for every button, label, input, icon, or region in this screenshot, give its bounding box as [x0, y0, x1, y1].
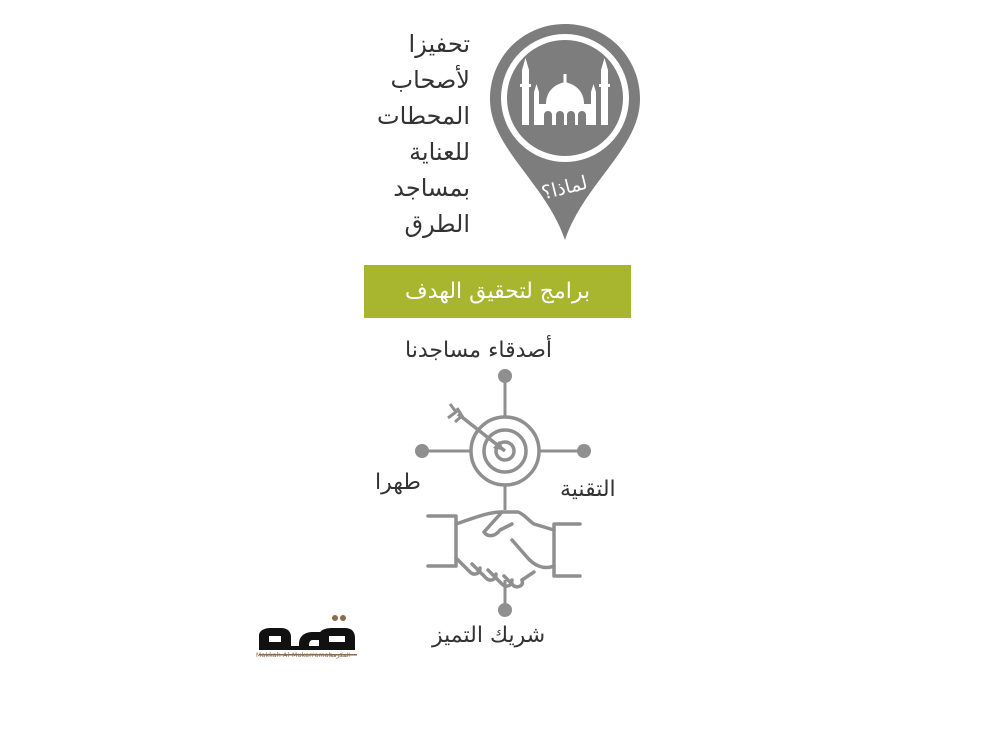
axis-dot-top	[498, 369, 512, 383]
axis-dot-bottom	[498, 603, 512, 617]
program-label-right: التقنية	[560, 477, 616, 502]
program-label-top: أصدقاء مساجدنا	[405, 338, 552, 363]
intro-line: لأصحاب	[390, 66, 470, 94]
banner-label: برامج لتحقيق الهدف	[404, 279, 591, 304]
intro-line: المحطات	[377, 102, 470, 130]
axis-dot-left	[415, 444, 429, 458]
intro-line: الطرق	[404, 210, 470, 238]
program-label-bottom: شريك التميز	[432, 623, 546, 648]
logo-mark	[259, 615, 355, 650]
handshake-icon	[428, 512, 580, 587]
programs-banner	[364, 265, 631, 318]
logo-arabic-text: المكرمة	[330, 652, 351, 659]
pin-label: لماذا؟	[539, 171, 590, 205]
intro-line: تحفيزا	[408, 30, 470, 58]
target-icon	[448, 404, 539, 485]
programs-diagram	[410, 360, 610, 620]
intro-line: للعناية	[409, 138, 470, 166]
axis-dot-right	[577, 444, 591, 458]
program-label-left: طهرا	[375, 470, 421, 495]
intro-line: بمساجد	[393, 174, 470, 202]
logo-english-text: Makkah Al-Mukarramah	[256, 652, 333, 659]
map-pin-icon	[486, 20, 644, 244]
intro-text	[330, 26, 470, 242]
